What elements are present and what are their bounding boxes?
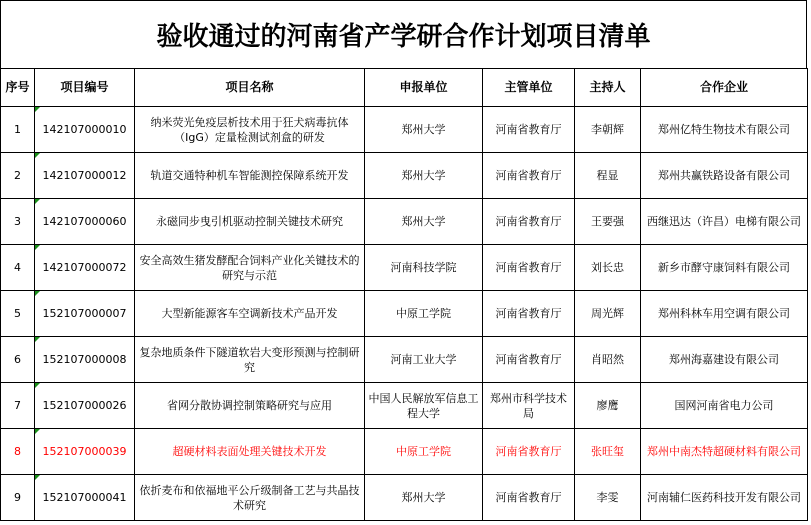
cell-applicant[interactable]: 中原工学院 (365, 429, 483, 475)
cell-partner[interactable]: 郑州海嘉建设有限公司 (641, 337, 808, 383)
header-applicant: 申报单位 (365, 69, 483, 107)
cell-leader[interactable]: 廖鹰 (575, 383, 641, 429)
cell-code[interactable]: 152107000039 (35, 429, 135, 475)
cell-authority[interactable]: 河南省教育厅 (483, 337, 575, 383)
cell-seq[interactable]: 5 (1, 291, 35, 337)
cell-code[interactable]: 152107000007 (35, 291, 135, 337)
cell-applicant[interactable]: 郑州大学 (365, 153, 483, 199)
cell-name[interactable]: 安全高效生猪发酵配合饲料产业化关键技术的研究与示范 (135, 245, 365, 291)
page-title: 验收通过的河南省产学研合作计划项目清单 (0, 0, 807, 68)
cell-seq[interactable]: 1 (1, 107, 35, 153)
cell-authority[interactable]: 河南省教育厅 (483, 429, 575, 475)
table-row (1, 199, 808, 245)
cell-seq[interactable]: 7 (1, 383, 35, 429)
header-seq: 序号 (1, 69, 35, 107)
cell-name[interactable]: 纳米荧光免疫层析技术用于狂犬病毒抗体（IgG）定量检测试剂盒的研发 (135, 107, 365, 153)
cell-code[interactable]: 142107000072 (35, 245, 135, 291)
cell-code[interactable]: 152107000041 (35, 475, 135, 521)
cell-name[interactable]: 轨道交通特种机车智能测控保障系统开发 (135, 153, 365, 199)
cell-name[interactable]: 永磁同步曳引机驱动控制关键技术研究 (135, 199, 365, 245)
cell-applicant[interactable]: 河南科技学院 (365, 245, 483, 291)
header-authority: 主管单位 (483, 69, 575, 107)
cell-code[interactable]: 142107000012 (35, 153, 135, 199)
table-row (1, 107, 808, 153)
cell-partner[interactable]: 新乡市酵守康饲料有限公司 (641, 245, 808, 291)
cell-applicant[interactable]: 中国人民解放军信息工程大学 (365, 383, 483, 429)
cell-partner[interactable]: 郑州中南杰特超硬材料有限公司 (641, 429, 808, 475)
cell-partner[interactable]: 西继迅达（许昌）电梯有限公司 (641, 199, 808, 245)
cell-seq[interactable]: 2 (1, 153, 35, 199)
table-row (1, 245, 808, 291)
cell-leader[interactable]: 王要强 (575, 199, 641, 245)
cell-partner[interactable]: 国网河南省电力公司 (641, 383, 808, 429)
cell-authority[interactable]: 河南省教育厅 (483, 291, 575, 337)
cell-name[interactable]: 复杂地质条件下隧道软岩大变形预测与控制研究 (135, 337, 365, 383)
cell-applicant[interactable]: 中原工学院 (365, 291, 483, 337)
header-leader: 主持人 (575, 69, 641, 107)
cell-leader[interactable]: 刘长忠 (575, 245, 641, 291)
cell-leader[interactable]: 程显 (575, 153, 641, 199)
cell-applicant[interactable]: 河南工业大学 (365, 337, 483, 383)
cell-code[interactable]: 152107000026 (35, 383, 135, 429)
cell-authority[interactable]: 郑州市科学技术局 (483, 383, 575, 429)
cell-name[interactable]: 大型新能源客车空调新技术产品开发 (135, 291, 365, 337)
cell-seq[interactable]: 9 (1, 475, 35, 521)
cell-leader[interactable]: 肖昭然 (575, 337, 641, 383)
cell-leader[interactable]: 周光辉 (575, 291, 641, 337)
cell-authority[interactable]: 河南省教育厅 (483, 153, 575, 199)
project-table (0, 68, 808, 521)
header-row (1, 69, 808, 107)
cell-seq[interactable]: 3 (1, 199, 35, 245)
table-row (1, 475, 808, 521)
cell-leader[interactable]: 张旺玺 (575, 429, 641, 475)
cell-code[interactable]: 142107000010 (35, 107, 135, 153)
header-code: 项目编号 (35, 69, 135, 107)
cell-applicant[interactable]: 郑州大学 (365, 107, 483, 153)
cell-partner[interactable]: 郑州科林车用空调有限公司 (641, 291, 808, 337)
cell-authority[interactable]: 河南省教育厅 (483, 199, 575, 245)
cell-partner[interactable]: 郑州亿特生物技术有限公司 (641, 107, 808, 153)
cell-authority[interactable]: 河南省教育厅 (483, 107, 575, 153)
cell-code[interactable]: 152107000008 (35, 337, 135, 383)
cell-authority[interactable]: 河南省教育厅 (483, 475, 575, 521)
header-partner: 合作企业 (641, 69, 808, 107)
header-name: 项目名称 (135, 69, 365, 107)
cell-leader[interactable]: 李雯 (575, 475, 641, 521)
cell-name[interactable]: 依折麦布和依福地平公斤级制备工艺与共晶技术研究 (135, 475, 365, 521)
cell-leader[interactable]: 李朝辉 (575, 107, 641, 153)
cell-partner[interactable]: 郑州共赢铁路设备有限公司 (641, 153, 808, 199)
table-row (1, 291, 808, 337)
table-row-highlighted (1, 429, 808, 475)
table-row (1, 337, 808, 383)
cell-seq[interactable]: 4 (1, 245, 35, 291)
cell-seq[interactable]: 6 (1, 337, 35, 383)
cell-name[interactable]: 省网分散协调控制策略研究与应用 (135, 383, 365, 429)
cell-name[interactable]: 超硬材料表面处理关键技术开发 (135, 429, 365, 475)
table-row (1, 383, 808, 429)
cell-seq[interactable]: 8 (1, 429, 35, 475)
cell-authority[interactable]: 河南省教育厅 (483, 245, 575, 291)
cell-applicant[interactable]: 郑州大学 (365, 199, 483, 245)
cell-applicant[interactable]: 郑州大学 (365, 475, 483, 521)
cell-partner[interactable]: 河南辅仁医药科技开发有限公司 (641, 475, 808, 521)
table-row (1, 153, 808, 199)
cell-code[interactable]: 142107000060 (35, 199, 135, 245)
